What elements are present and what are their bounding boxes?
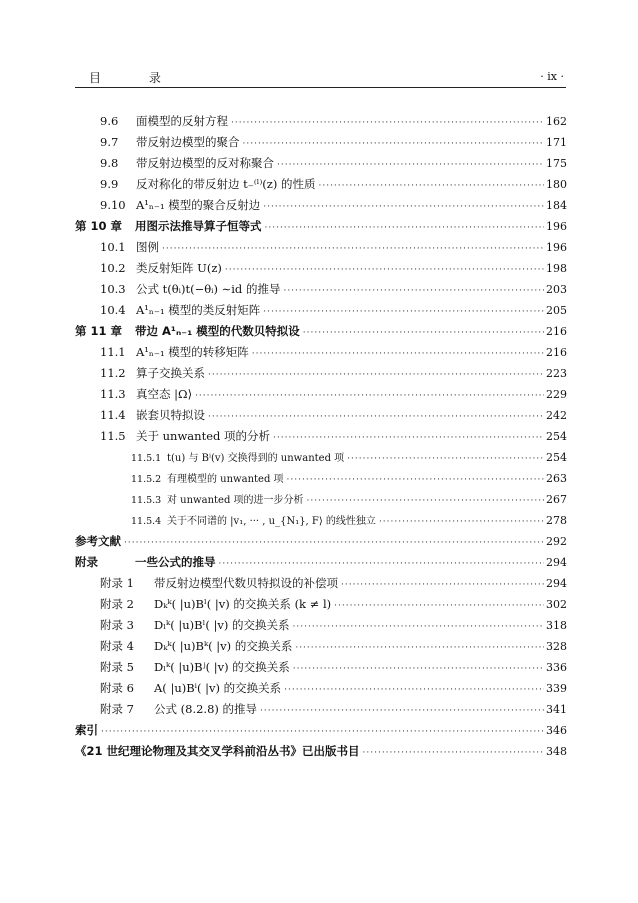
toc-entry <box>75 302 567 323</box>
toc-entry-title: Dₗᵏ( |u)Bˡ( |v) 的交换关系 <box>154 618 290 632</box>
toc-entry <box>75 722 567 743</box>
dot-leader <box>124 538 544 548</box>
toc-entry-title: A( |u)Bⁱ( |v) 的交换关系 <box>154 681 282 695</box>
dot-leader <box>273 433 544 443</box>
dot-leader <box>243 139 545 149</box>
toc-entry-page: 318 <box>546 619 567 632</box>
toc-entry-number: 附录 <box>75 555 98 569</box>
dot-leader <box>277 160 544 170</box>
dot-leader <box>303 328 544 338</box>
toc-entry-title: A¹ₙ₋₁ 模型的聚合反射边 <box>136 198 261 212</box>
dot-leader <box>283 286 544 296</box>
dot-leader <box>195 391 544 401</box>
toc-entry-title: 类反射矩阵 U(z) <box>136 261 222 275</box>
dot-leader <box>208 370 544 380</box>
toc-entry-page: 346 <box>546 724 567 737</box>
dot-leader <box>347 454 544 464</box>
toc-entry-page: 348 <box>546 745 567 758</box>
toc-entry-page: 341 <box>546 703 567 716</box>
toc-entry-number: 10.4 <box>100 303 126 317</box>
toc-entry-number: 第 10 章 <box>75 219 123 233</box>
toc-entry-number: 11.5.3 <box>131 495 162 506</box>
toc-entry-page: 229 <box>546 388 567 401</box>
toc-entry-title: 公式 (8.2.8) 的推导 <box>154 702 258 716</box>
toc-entry-number: 附录 5 <box>100 660 134 674</box>
dot-leader <box>334 601 544 611</box>
toc-entry-title: 一些公式的推导 <box>135 555 216 569</box>
toc-entry <box>75 470 567 491</box>
toc-entry <box>75 155 567 176</box>
toc-entry-number: 11.1 <box>100 345 126 359</box>
toc-entry <box>75 596 567 617</box>
toc-entry <box>75 428 567 449</box>
dot-leader <box>260 706 544 716</box>
dot-leader <box>162 244 544 254</box>
toc-entry-number: 附录 2 <box>100 597 134 611</box>
toc-entry <box>75 197 567 218</box>
toc-entry-number: 10.1 <box>100 240 126 254</box>
toc-entry-title: 关于不同谱的 |v₁, ··· , u_{N₁}, F⟩ 的线性独立 <box>167 516 376 527</box>
toc-entry-page: 294 <box>546 577 567 590</box>
toc-entry-page: 196 <box>546 220 567 233</box>
toc-entry-title: 带反射边模型的聚合 <box>136 135 240 149</box>
toc-entry <box>75 680 567 701</box>
toc-entry-title: 带反射边模型代数贝特拟设的补偿项 <box>154 576 338 590</box>
toc-entry-page: 216 <box>546 346 567 359</box>
dot-leader <box>341 580 544 590</box>
toc-entry-title: 带边 A¹ₙ₋₁ 模型的代数贝特拟设 <box>135 324 300 338</box>
toc-entry-number: 11.4 <box>100 408 126 422</box>
toc-entry-page: 175 <box>546 157 567 170</box>
toc-entry-title: 索引 <box>75 723 98 737</box>
toc-entry-title: 公式 t(θᵢ)t(−θᵢ) ∼id 的推导 <box>136 282 281 296</box>
toc-entry <box>75 638 567 659</box>
toc-entry-page: 180 <box>546 178 567 191</box>
toc-entry <box>75 449 567 470</box>
toc-entry-title: Dₖᵏ( |u)Bˡ( |v) 的交换关系 (k ≠ l) <box>154 597 332 611</box>
toc-entry <box>75 239 567 260</box>
toc-entry <box>75 743 567 764</box>
toc-entry-number: 11.5.2 <box>131 474 162 485</box>
dot-leader <box>295 643 544 653</box>
toc-entry <box>75 134 567 155</box>
toc-entry-number: 9.10 <box>100 198 126 212</box>
running-header <box>75 67 566 88</box>
toc-entry-number: 11.5.4 <box>131 516 162 527</box>
toc-entry-page: 162 <box>546 115 567 128</box>
toc-entry <box>75 491 567 512</box>
toc-entry-number: 9.9 <box>100 177 119 191</box>
toc-entry-title: 反对称化的带反射边 t₋⁽ˡ⁾(z) 的性质 <box>136 177 316 191</box>
toc-entry-page: 336 <box>546 661 567 674</box>
toc-entry-title: 有理模型的 unwanted 项 <box>167 474 284 485</box>
dot-leader <box>231 118 544 128</box>
dot-leader <box>252 349 544 359</box>
toc-entry-number: 附录 7 <box>100 702 134 716</box>
dot-leader <box>101 727 544 737</box>
toc-entry-title: A¹ₙ₋₁ 模型的类反射矩阵 <box>136 303 261 317</box>
toc-entry-number: 11.5.1 <box>131 453 162 464</box>
toc-entry-number: 9.8 <box>100 156 119 170</box>
toc-entry <box>75 365 567 386</box>
toc-entry <box>75 281 567 302</box>
dot-leader <box>363 748 544 758</box>
toc-entry-page: 302 <box>546 598 567 611</box>
toc-entry-page: 171 <box>546 136 567 149</box>
toc-entry-page: 184 <box>546 199 567 212</box>
toc-entry-title: Dₖᵏ( |u)Bᵏ( |v) 的交换关系 <box>154 639 293 653</box>
toc-entry <box>75 512 567 533</box>
toc-entry <box>75 260 567 281</box>
toc-entry-number: 11.5 <box>100 429 126 443</box>
toc-entry-number: 11.2 <box>100 366 126 380</box>
dot-leader <box>379 517 544 527</box>
toc-entry-page: 205 <box>546 304 567 317</box>
toc-entry-page: 328 <box>546 640 567 653</box>
toc-entry-number: 附录 6 <box>100 681 134 695</box>
dot-leader <box>219 559 545 569</box>
toc-entry-number: 附录 1 <box>100 576 134 590</box>
dot-leader <box>287 475 544 485</box>
table-of-contents <box>75 113 567 764</box>
toc-entry-title: A¹ₙ₋₁ 模型的转移矩阵 <box>136 345 249 359</box>
dot-leader <box>293 664 544 674</box>
toc-entry-title: 真空态 |Ω⟩ <box>136 387 193 401</box>
toc-entry-number: 9.7 <box>100 135 119 149</box>
toc-entry <box>75 218 567 239</box>
toc-entry-number: 11.3 <box>100 387 126 401</box>
toc-entry-title: t(u) 与 Bⁱ(v) 交换得到的 unwanted 项 <box>167 453 345 464</box>
toc-entry-number: 附录 4 <box>100 639 134 653</box>
dot-leader <box>225 265 544 275</box>
toc-entry <box>75 575 567 596</box>
toc-entry-page: 278 <box>546 514 567 527</box>
toc-entry-title: 《21 世纪理论物理及其交叉学科前沿丛书》已出版书目 <box>75 744 360 758</box>
toc-entry-page: 294 <box>546 556 567 569</box>
toc-entry <box>75 533 567 554</box>
toc-entry-title: 算子交换关系 <box>136 366 205 380</box>
toc-entry-number: 10.2 <box>100 261 126 275</box>
toc-entry-page: 263 <box>546 472 567 485</box>
toc-entry-title: 面模型的反射方程 <box>136 114 228 128</box>
toc-entry <box>75 176 567 197</box>
toc-entry-page: 203 <box>546 283 567 296</box>
dot-leader <box>284 685 544 695</box>
toc-entry-number: 附录 3 <box>100 618 134 632</box>
toc-entry <box>75 617 567 638</box>
header-page-number: · ix · <box>540 70 564 83</box>
toc-entry-title: 用图示法推导算子恒等式 <box>135 219 262 233</box>
toc-entry-page: 267 <box>546 493 567 506</box>
header-title: 目 录 <box>89 71 183 85</box>
toc-entry-title: 参考文献 <box>75 534 121 548</box>
toc-entry-title: 关于 unwanted 项的分析 <box>136 429 271 443</box>
toc-entry <box>75 659 567 680</box>
toc-entry-page: 254 <box>546 430 567 443</box>
toc-entry-number: 第 11 章 <box>75 324 123 338</box>
toc-entry-page: 216 <box>546 325 567 338</box>
dot-leader <box>263 202 544 212</box>
dot-leader <box>263 307 544 317</box>
toc-entry <box>75 344 567 365</box>
dot-leader <box>293 622 544 632</box>
dot-leader <box>265 223 545 233</box>
toc-entry-page: 196 <box>546 241 567 254</box>
toc-entry-page: 198 <box>546 262 567 275</box>
toc-entry-page: 339 <box>546 682 567 695</box>
toc-entry-title: 嵌套贝特拟设 <box>136 408 205 422</box>
toc-entry-page: 292 <box>546 535 567 548</box>
toc-entry <box>75 554 567 575</box>
toc-entry <box>75 407 567 428</box>
toc-entry-title: 带反射边模型的反对称聚合 <box>136 156 274 170</box>
toc-entry <box>75 701 567 722</box>
toc-entry-title: 对 unwanted 项的进一步分析 <box>167 495 304 506</box>
toc-entry <box>75 323 567 344</box>
toc-entry-page: 242 <box>546 409 567 422</box>
toc-entry-number: 9.6 <box>100 114 119 128</box>
toc-entry-page: 254 <box>546 451 567 464</box>
toc-entry <box>75 386 567 407</box>
dot-leader <box>318 181 544 191</box>
toc-entry-page: 223 <box>546 367 567 380</box>
dot-leader <box>307 496 544 506</box>
toc-entry <box>75 113 567 134</box>
toc-entry-number: 10.3 <box>100 282 126 296</box>
dot-leader <box>208 412 544 422</box>
toc-entry-title: 图例 <box>136 240 159 254</box>
toc-entry-title: Dₗᵏ( |u)Bʲ( |v) 的交换关系 <box>154 660 290 674</box>
